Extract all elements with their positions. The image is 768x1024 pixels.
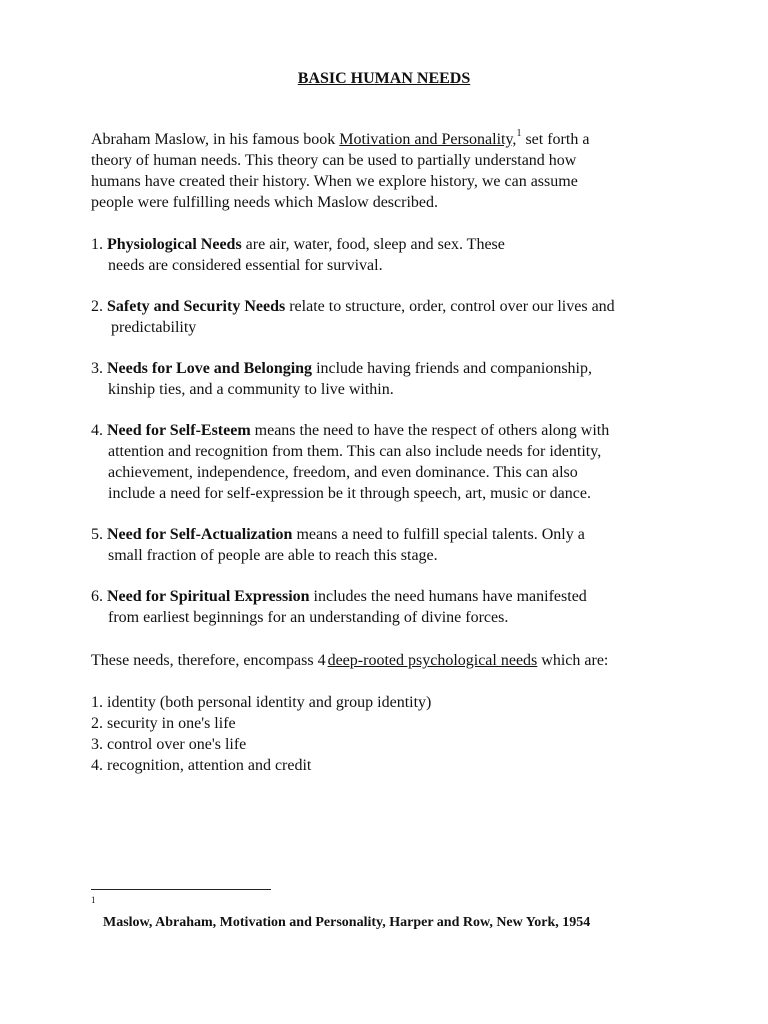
need-item: [91, 420, 691, 504]
intro-line-3: humans have created their history. When we explore history, we can assume: [91, 173, 578, 190]
need-continuation: predictability: [111, 319, 197, 336]
need-line: [91, 234, 691, 255]
list-item: 4. recognition, attention and credit: [91, 757, 312, 774]
need-description: relate to structure, order, control over our lives and: [285, 298, 615, 315]
summary-text-pre: These needs, therefore, encompass 4: [91, 652, 326, 669]
need-term: Need for Spiritual Expression: [107, 588, 310, 605]
footnote-text: Maslow, Abraham, Motivation and Personality, Harper and Row, New York, 1954: [103, 915, 591, 930]
need-number: 6.: [91, 588, 107, 605]
need-continuation: include a need for self-expression be it through speech, art, music or dance.: [108, 485, 591, 502]
need-term: Safety and Security Needs: [107, 298, 286, 315]
need-term: Need for Self-Actualization: [107, 526, 293, 543]
need-description: include having friends and companionship,: [312, 360, 592, 377]
need-item: [91, 358, 691, 400]
need-continuation: kinship ties, and a community to live within.: [108, 381, 394, 398]
footnote-divider: [91, 889, 271, 890]
need-line: [91, 420, 691, 441]
need-line: [91, 586, 691, 607]
need-item: [91, 296, 691, 338]
intro-line-4: people were fulfilling needs which Maslow described.: [91, 194, 439, 211]
need-continuation: needs are considered essential for survival.: [108, 257, 383, 274]
need-number: 2.: [91, 298, 107, 315]
need-description: means a need to fulfill special talents. Only a: [292, 526, 585, 543]
need-number: 3.: [91, 360, 107, 377]
psychological-needs-list: [91, 692, 431, 776]
summary-sentence: [91, 650, 608, 671]
summary-underlined: deep-rooted psychological needs: [327, 652, 538, 669]
need-number: 5.: [91, 526, 107, 543]
need-line: [91, 296, 691, 317]
need-term: Needs for Love and Belonging: [107, 360, 313, 377]
book-title: Motivation and Personality,: [339, 131, 517, 148]
intro-text-pre: Abraham Maslow, in his famous book: [91, 131, 340, 148]
need-term: Need for Self-Esteem: [107, 422, 251, 439]
intro-line-1: [91, 129, 681, 150]
need-number: 1.: [91, 236, 107, 253]
need-number: 4.: [91, 422, 107, 439]
need-item: [91, 524, 691, 566]
need-continuation: achievement, independence, freedom, and even dominance. This can also: [108, 464, 578, 481]
need-line: [91, 524, 691, 545]
need-continuation: from earliest beginnings for an understanding of divine forces.: [108, 609, 509, 626]
page-title: BASIC HUMAN NEEDS: [297, 70, 471, 87]
intro-paragraph: [91, 129, 681, 213]
intro-text-post: set forth a: [521, 131, 590, 148]
need-term: Physiological Needs: [107, 236, 242, 253]
need-description: includes the need humans have manifested: [309, 588, 587, 605]
need-description: means the need to have the respect of others along with: [250, 422, 610, 439]
need-item: [91, 234, 691, 276]
footnote-reference: 1: [516, 127, 522, 139]
list-item: 1. identity (both personal identity and group identity): [91, 694, 432, 711]
list-item: 2. security in one's life: [91, 715, 236, 732]
list-item: 3. control over one's life: [91, 736, 247, 753]
intro-line-2: theory of human needs. This theory can be used to partially understand how: [91, 152, 577, 169]
footnote-mark: 1: [91, 895, 96, 905]
need-item: [91, 586, 691, 628]
need-continuation: attention and recognition from them. This can also include needs for identity,: [108, 443, 602, 460]
need-continuation: small fraction of people are able to reach this stage.: [108, 547, 438, 564]
needs-list: [91, 234, 691, 648]
summary-text-post: which are:: [537, 652, 609, 669]
need-description: are air, water, food, sleep and sex. These: [241, 236, 505, 253]
need-line: [91, 358, 691, 379]
